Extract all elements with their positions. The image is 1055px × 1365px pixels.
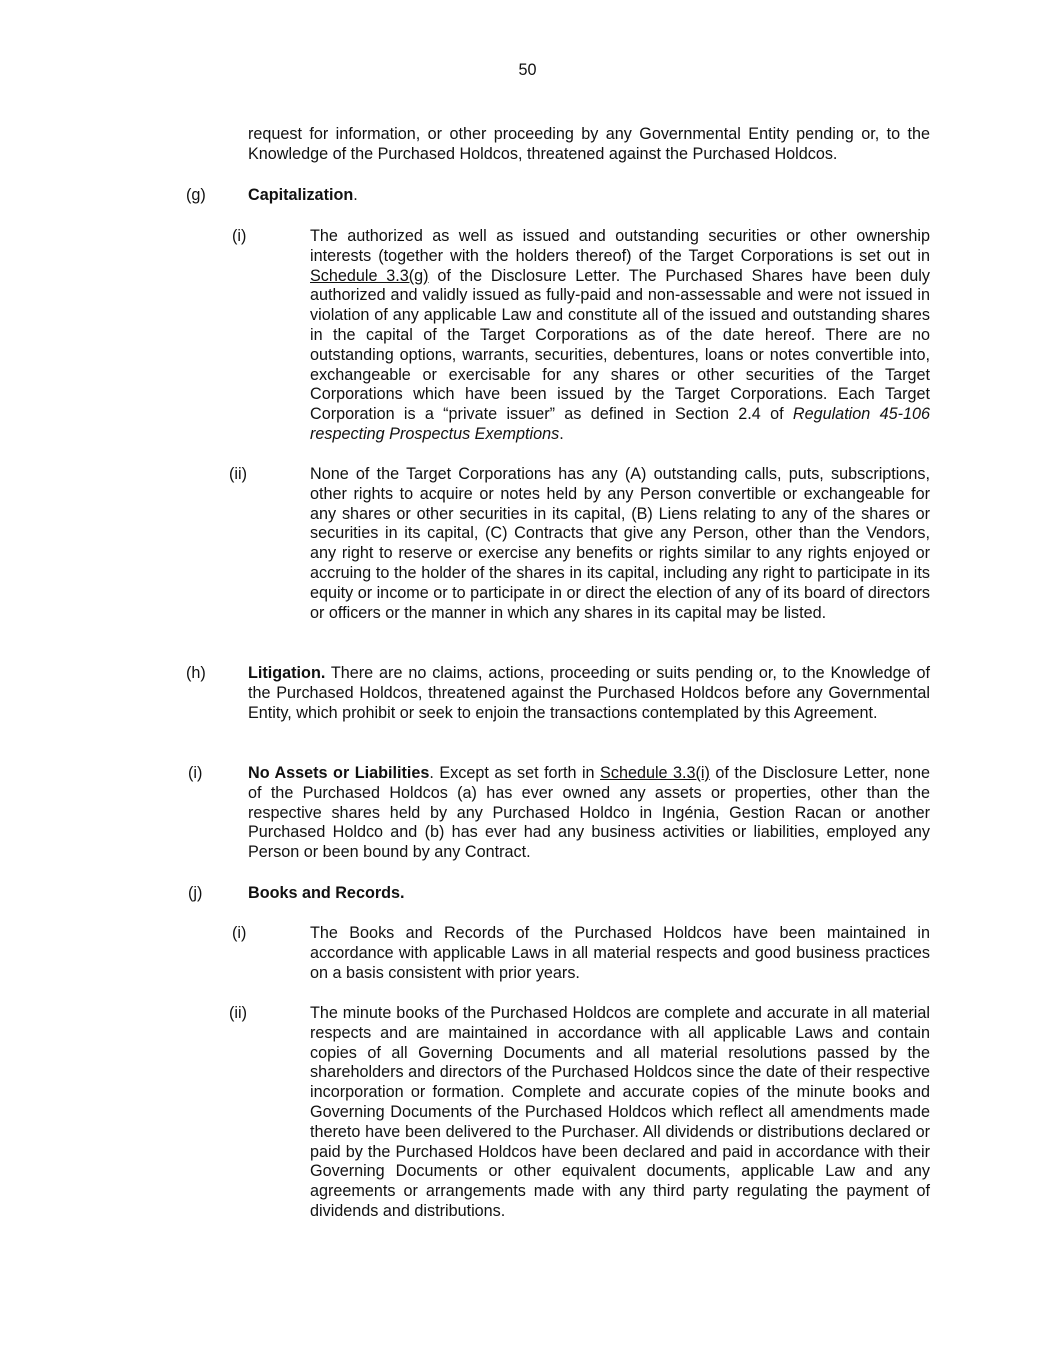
section-g-i-text-b: of the Disclosure Letter. The Purchased Shares have been duly authorized and validly issued as fully-paid and non-assessable and were not issued in violation of any applicable Law and constitute all of the issued and outstanding shares in the capital of the Target Corporations as of the date hereof. There are no outstanding options, warrants, securities, debentures, loans or notes convertible into, exchangeable or exercisable for any shares or other securities of the Target Corporations which have been issued by the Target Corporations. Each Target Corporation is a “private issuer” as defined in Section 2.4 of [310,266,931,424]
section-g-i-text-c: . [559,424,564,443]
section-j-label: (j) [188,884,203,902]
section-g-i-paragraph [310,227,930,445]
section-j-i-label: (i) [232,924,247,942]
section-h-label: (h) [186,664,206,682]
section-g-title: Capitalization [248,186,354,204]
section-h-paragraph [248,664,930,723]
section-h-text: There are no claims, actions, proceeding or suits pending or, to the Knowledge of the Purchased Holdcos, threatened against the Purchased Holdcos before any Governmental Entity, which prohibit or seek to enjoin the transactions contemplated by this Agreement. [248,664,930,722]
section-g-ii-label: (ii) [229,465,247,483]
section-j-ii-label: (ii) [229,1004,247,1022]
section-h-title: Litigation. [248,664,326,682]
section-j-heading [248,884,405,904]
section-j-ii-paragraph: The minute books of the Purchased Holdcos are complete and accurate in all material respects and are maintained in accordance with all applicable Laws and contain copies of all Governing Documents and all material resolutions passed by the shareholders and directors of the Purchased Holdcos since the date of their respective incorporation or formation. Complete and accurate copies of the minute books and Governing Documents of the Purchased Holdcos which reflect all amendments made thereto have been delivered to the Purchaser. All dividends or distributions declared or paid by the Purchased Holdcos have been declared and paid in accordance with their Governing Documents or other equivalent documents, applicable Law and any agreements or arrangements made with any third party regulating the payment of dividends and distributions. [310,1004,930,1220]
section-j-title: Books and Records. [248,884,405,902]
regulation-45-106-reference: Regulation 45-106 respecting Prospectus Exemptions [310,405,930,443]
section-i-paragraph [248,764,930,863]
schedule-3-3-g-reference: Schedule 3.3(g) [310,266,429,285]
section-i-label: (i) [188,764,203,782]
section-g-i-label: (i) [232,227,247,245]
section-i-text-a: . Except as set forth in [429,764,601,782]
page-number: 50 [518,61,537,79]
section-g-ii-paragraph: None of the Target Corporations has any (A) outstanding calls, puts, subscriptions, other rights to acquire or notes held by any Person convertible or exchangeable for any shares or other securities in its capital, (B) Liens relating to any of the shares or securities in its capital, (C) Contracts that give any Person, other than the Vendors, any right to reserve or exercise any benefits or rights similar to any rights enjoyed or accruing to the holder of the shares in its capital, including any right to participate in its equity or income or to participate in or direct the election of any of its board of directors or officers or the manner in which any shares in its capital may be listed. [310,465,930,622]
intro-paragraph: request for information, or other proceeding by any Governmental Entity pending or, to the Knowledge of the Purchased Holdcos, threatened against the Purchased Holdcos. [248,125,930,163]
section-i-title: No Assets or Liabilities [248,764,430,782]
section-i-text-b: of the Disclosure Letter, none of the Purchased Holdcos (a) has ever owned any assets or properties, other than the respective shares held by any Purchased Holdco in Ingénia, Gestion Racan or another Purchased Holdco and (b) has ever had any business activities or liabilities, employed any Person or been bound by any Contract. [248,764,930,862]
section-g-heading [248,186,358,206]
section-g-i-text-a: The authorized as well as issued and outstanding securities or other ownership interests (together with the holders thereof) of the Target Corporations is set out in [310,227,930,265]
schedule-3-3-i-reference: Schedule 3.3(i) [600,764,710,782]
section-g-title-suffix: . [353,186,358,204]
section-g-label: (g) [186,186,206,204]
section-j-i-paragraph: The Books and Records of the Purchased Holdcos have been maintained in accordance with applicable Laws in all material respects and good business practices on a basis consistent with prior years. [310,924,930,982]
